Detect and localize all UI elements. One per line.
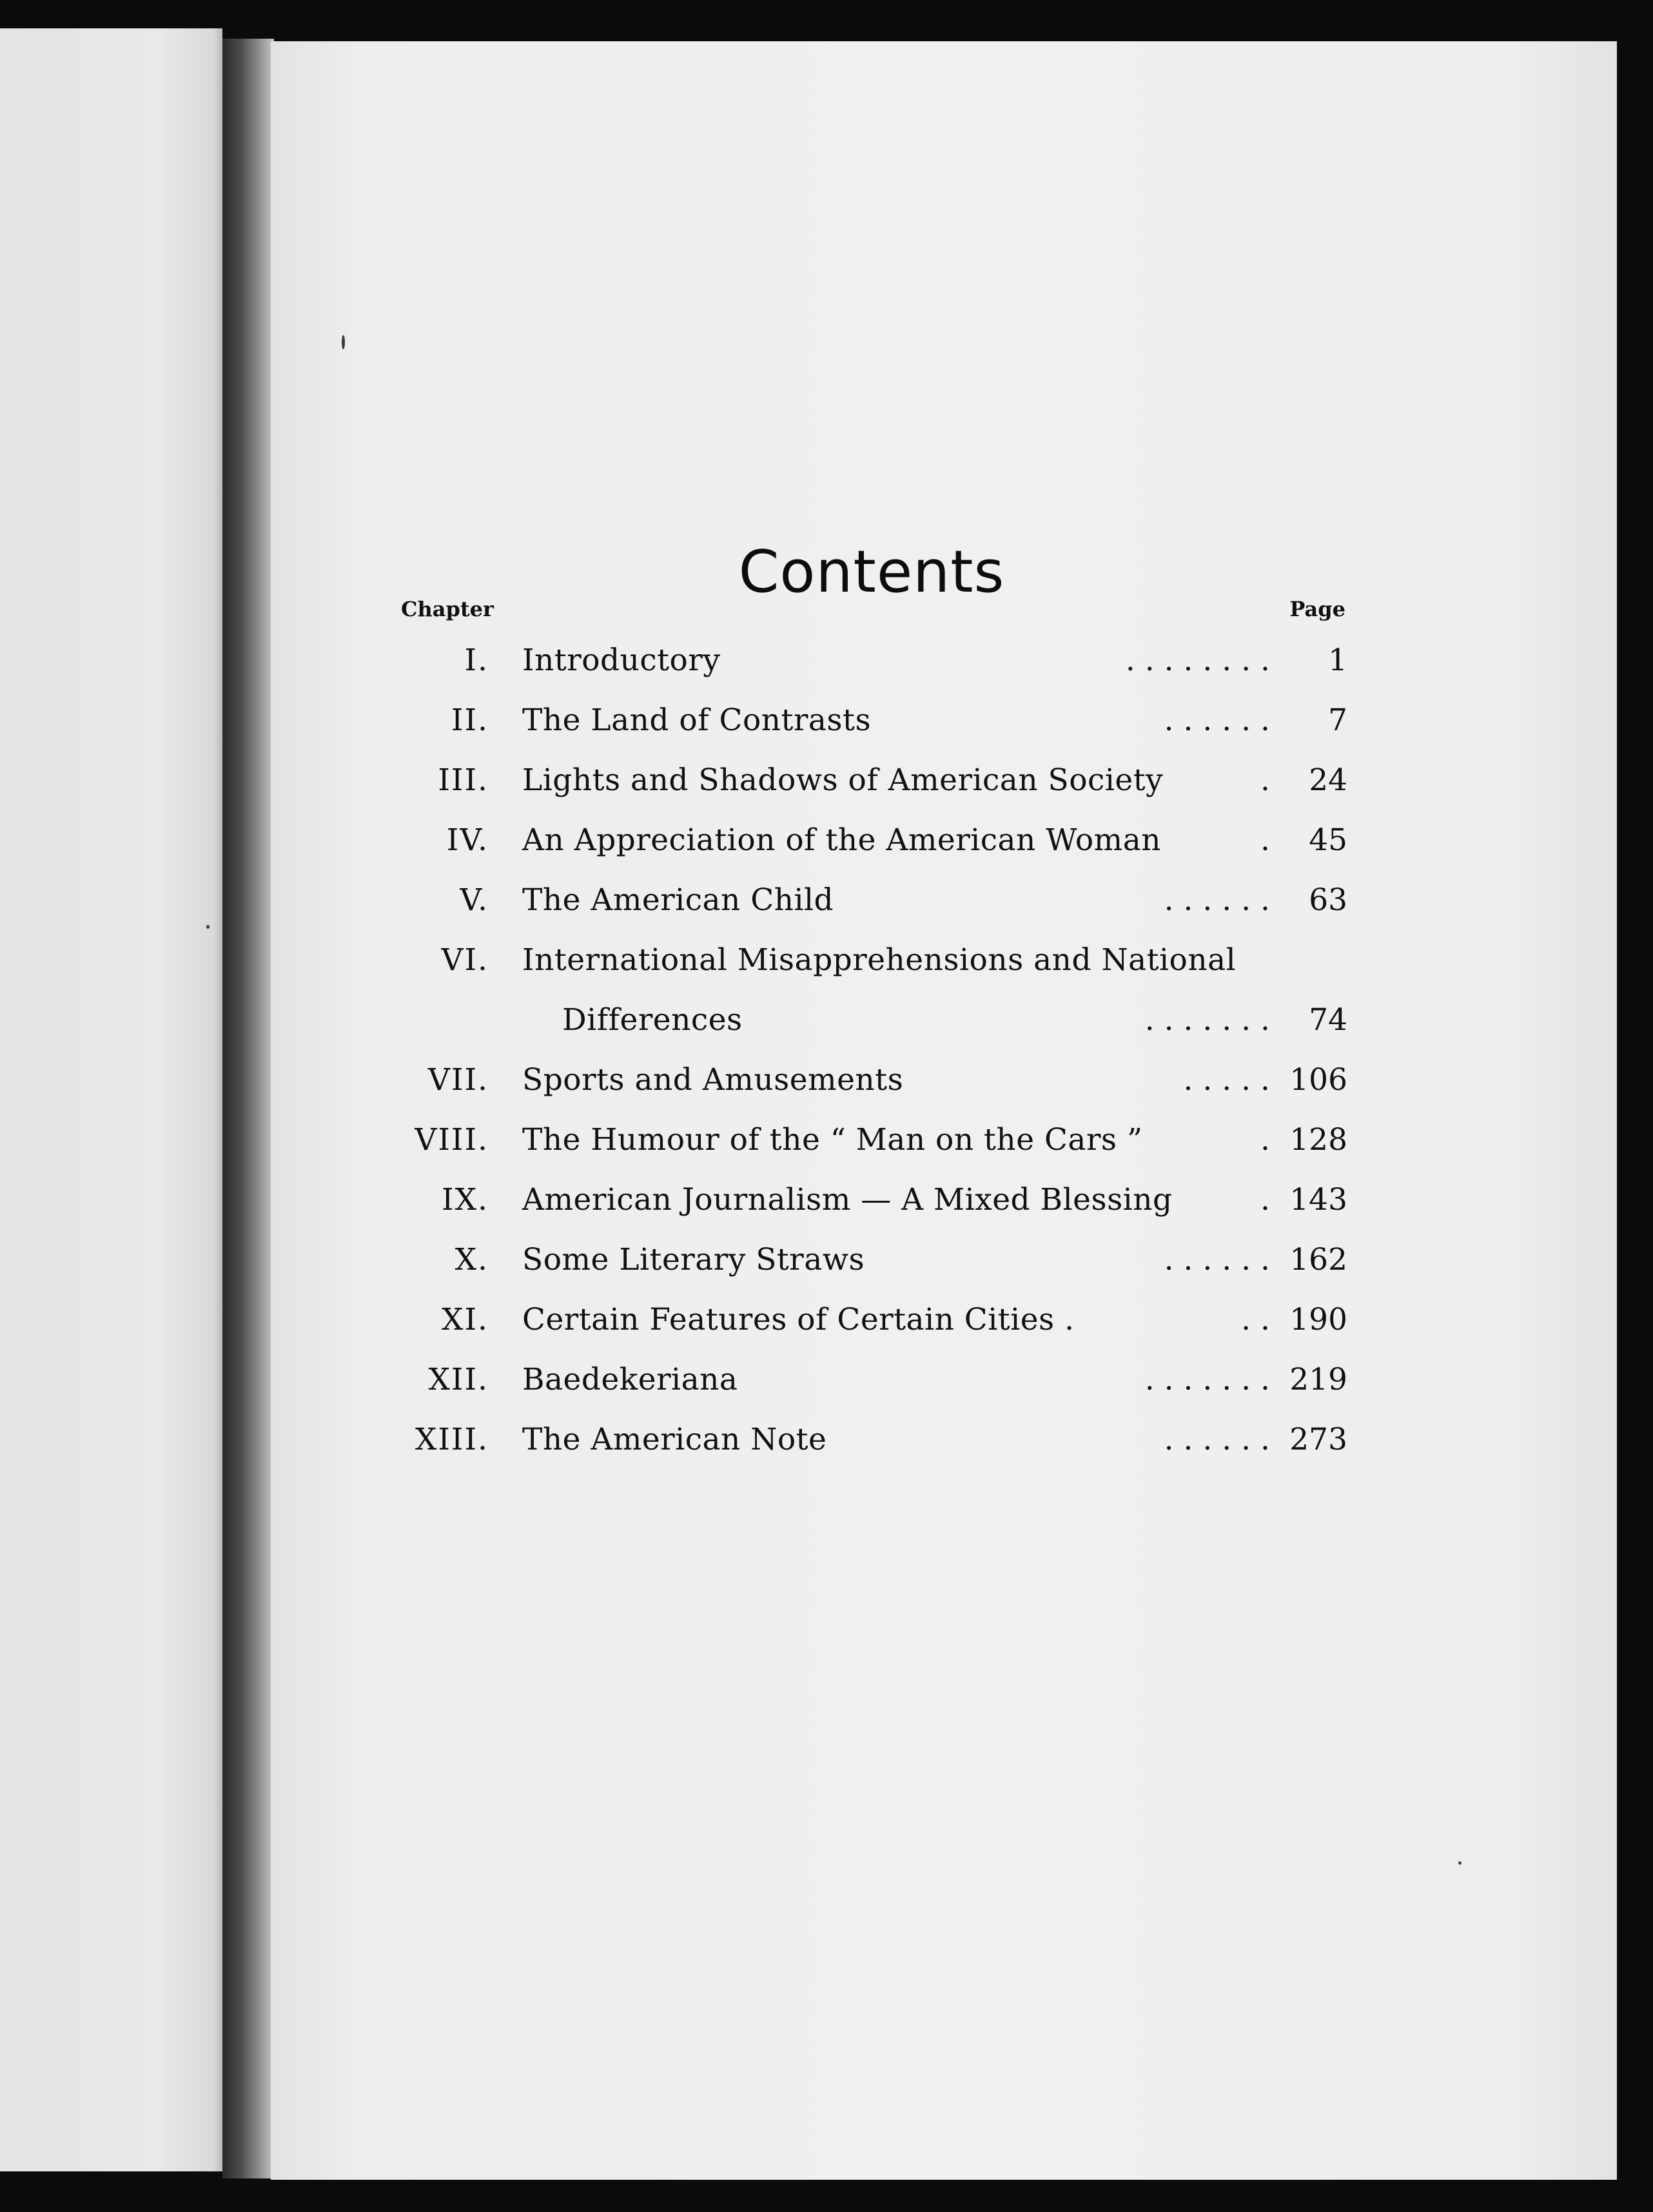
page-title: Contents	[738, 538, 1005, 606]
toc-entry	[393, 1230, 1347, 1290]
toc-entry	[393, 930, 1347, 990]
scan-border-right	[1617, 41, 1653, 2212]
chapter-title: Introductory	[522, 643, 721, 678]
page-number: 162	[1289, 1242, 1347, 1277]
toc-entry-continuation	[393, 990, 1347, 1050]
book-gutter	[222, 39, 274, 2178]
page-number: 190	[1289, 1302, 1347, 1337]
chapter-title: The American Child	[522, 882, 834, 918]
leader-dots: . . . . . . . .	[1125, 643, 1270, 678]
chapter-number: XIII.	[415, 1422, 489, 1457]
chapter-number: VIII.	[415, 1122, 489, 1158]
toc-entry	[393, 870, 1347, 930]
page-number: 1	[1328, 643, 1347, 678]
chapter-title: An Appreciation of the American Woman	[522, 822, 1162, 858]
chapter-title: The American Note	[522, 1422, 827, 1457]
leader-dots: .	[1260, 1182, 1270, 1218]
table-of-contents	[393, 630, 1347, 1470]
page-number: 143	[1289, 1182, 1347, 1218]
leader-dots: .	[1260, 762, 1270, 798]
leader-dots: . . . . . . .	[1144, 1002, 1270, 1038]
toc-entry	[393, 1290, 1347, 1350]
chapter-number: IX.	[442, 1182, 489, 1218]
toc-entry	[393, 630, 1347, 690]
page-number: 74	[1309, 1002, 1347, 1038]
chapter-title: Differences	[562, 1002, 743, 1038]
leader-dots: . . . . . .	[1164, 1422, 1270, 1457]
page-number: 273	[1289, 1422, 1347, 1457]
toc-entry	[393, 1410, 1347, 1470]
toc-entry	[393, 1050, 1347, 1110]
chapter-title: Sports and Amusements	[522, 1062, 904, 1098]
leader-dots: . . . . . . .	[1144, 1362, 1270, 1397]
chapter-number: II.	[451, 703, 489, 738]
toc-entry	[393, 750, 1347, 810]
chapter-number: XI.	[442, 1302, 489, 1337]
toc-entry	[393, 690, 1347, 750]
page-number: 7	[1328, 703, 1347, 738]
chapter-number: V.	[460, 882, 489, 918]
left-page	[0, 28, 222, 2171]
chapter-title: American Journalism — A Mixed Blessing	[522, 1182, 1173, 1218]
paper-speck	[1458, 1861, 1462, 1865]
chapter-number: I.	[464, 643, 489, 678]
chapter-title: Baedekeriana	[522, 1362, 738, 1397]
toc-entry	[393, 1170, 1347, 1230]
leader-dots: . . . . . .	[1164, 1242, 1270, 1277]
page-number: 128	[1289, 1122, 1347, 1158]
leader-dots: .	[1260, 1122, 1270, 1158]
toc-entry	[393, 1350, 1347, 1410]
chapter-number: VII.	[427, 1062, 489, 1098]
chapter-title: Some Literary Straws	[522, 1242, 865, 1277]
page-number: 45	[1309, 822, 1347, 858]
chapter-number: XII.	[428, 1362, 489, 1397]
leader-dots: . . . . .	[1183, 1062, 1270, 1098]
chapter-title: The Humour of the “ Man on the Cars ”	[522, 1122, 1143, 1158]
paper-speck	[206, 925, 210, 929]
chapter-number: III.	[438, 762, 489, 798]
chapter-title: Lights and Shadows of American Society	[522, 762, 1164, 798]
page-number: 106	[1289, 1062, 1347, 1098]
page-number: 24	[1309, 762, 1347, 798]
leader-dots: . . . . . .	[1164, 703, 1270, 738]
toc-entry	[393, 810, 1347, 870]
chapter-number: IV.	[446, 822, 489, 858]
chapter-number: X.	[455, 1242, 489, 1277]
page-number: 219	[1289, 1362, 1347, 1397]
page-column-header: Page	[1289, 597, 1345, 621]
leader-dots: .	[1260, 822, 1270, 858]
chapter-title: The Land of Contrasts	[522, 703, 872, 738]
chapter-title: International Misapprehensions and National	[522, 942, 1237, 978]
paper-speck	[342, 335, 345, 349]
chapter-column-header: Chapter	[401, 597, 494, 621]
page-number: 63	[1309, 882, 1347, 918]
toc-entry	[393, 1110, 1347, 1170]
leader-dots: . .	[1241, 1302, 1270, 1337]
chapter-title: Certain Features of Certain Cities .	[522, 1302, 1075, 1337]
chapter-number: VI.	[441, 942, 489, 978]
leader-dots: . . . . . .	[1164, 882, 1270, 918]
